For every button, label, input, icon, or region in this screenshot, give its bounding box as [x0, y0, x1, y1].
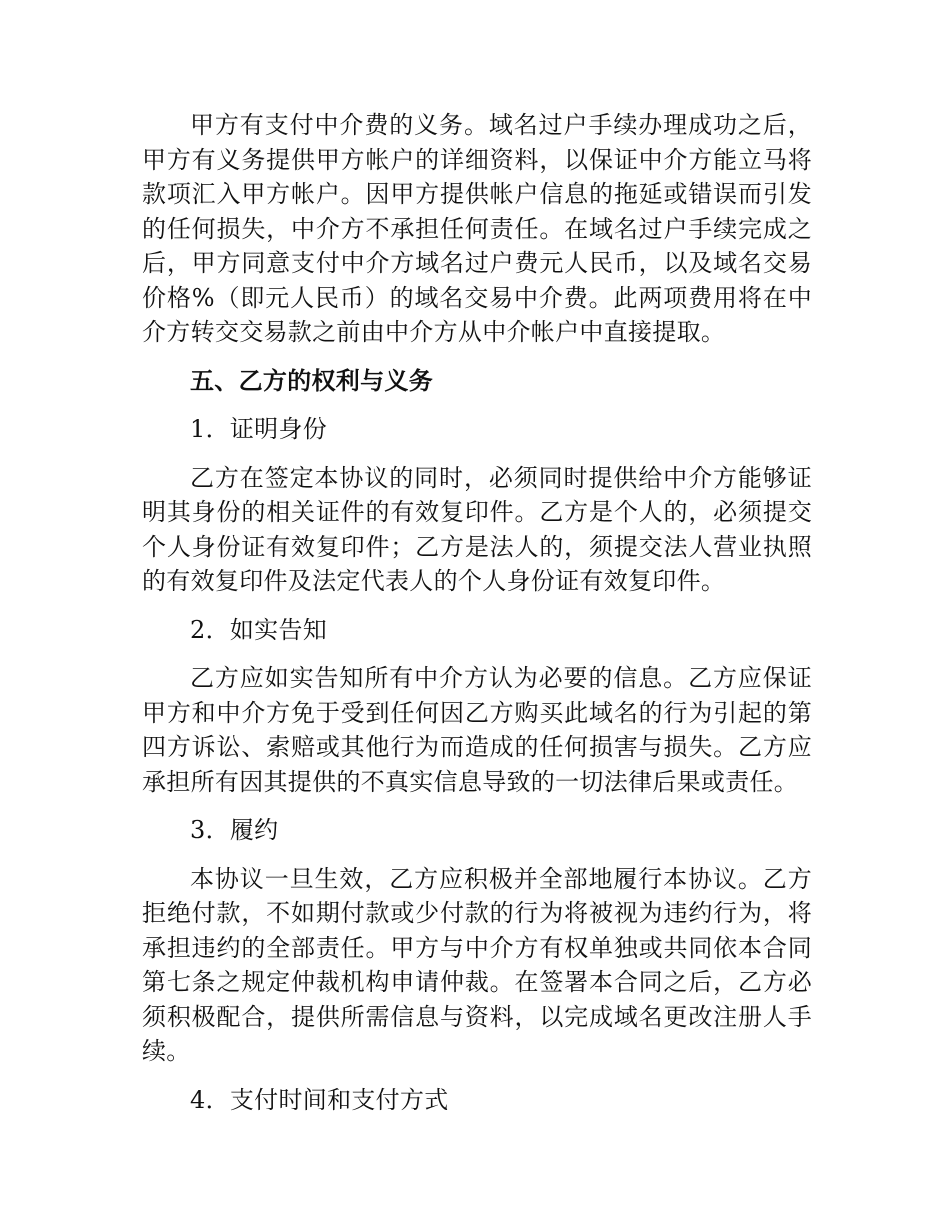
- item-title-performance: 3．履约: [190, 816, 279, 844]
- item-title-payment-time-method: 4．支付时间和支付方式: [190, 1085, 449, 1114]
- item-title-truthful-disclosure: 2．如实告知: [190, 615, 328, 644]
- document-body: [142, 108, 812, 1131]
- section-heading-party-b-rights: 五、乙方的权利与义务: [190, 366, 433, 395]
- paragraph-identity-proof: 乙方在签定本协议的同时，必须同时提供给中介方能够证明其身份的相关证件的有效复印件。乙方是个人的，必须提交个人身份证有效复印件；乙方是法人的，须提交法人营业执照的有效复印件及法定代表人的个人身份证有效复印件。: [142, 463, 812, 595]
- paragraph-truthful-disclosure: 乙方应如实告知所有中介方认为必要的信息。乙方应保证甲方和中介方免于受到任何因乙方购买此域名的行为引起的第四方诉讼、索赔或其他行为而造成的任何损害与损失。乙方应承担所有因其提供的不真实信息导致的一切法律后果或责任。: [142, 664, 812, 796]
- item-title-identity-proof: 1．证明身份: [190, 415, 328, 443]
- paragraph-performance: 本协议一旦生效，乙方应积极并全部地履行本协议。乙方拒绝付款，不如期付款或少付款的行为将被视为违约行为，将承担违约的全部责任。甲方与中介方有权单独或共同依本合同第七条之规定仲裁机构申请仲裁。在签署本合同之后，乙方必须积极配合，提供所需信息与资料，以完成域名更改注册人手续。: [142, 864, 812, 1065]
- paragraph-party-a-fee-obligation: 甲方有支付中介费的义务。域名过户手续办理成功之后，甲方有义务提供甲方帐户的详细资料，以保证中介方能立马将款项汇入甲方帐户。因甲方提供帐户信息的拖延或错误而引发的任何损失，中介方不承担任何责任。在域名过户手续完成之后，甲方同意支付中介方域名过户费元人民币，以及域名交易价格%（即元人民币）的域名交易中介费。此两项费用将在中介方转交交易款之前由中介方从中介帐户中直接提取。: [142, 111, 812, 346]
